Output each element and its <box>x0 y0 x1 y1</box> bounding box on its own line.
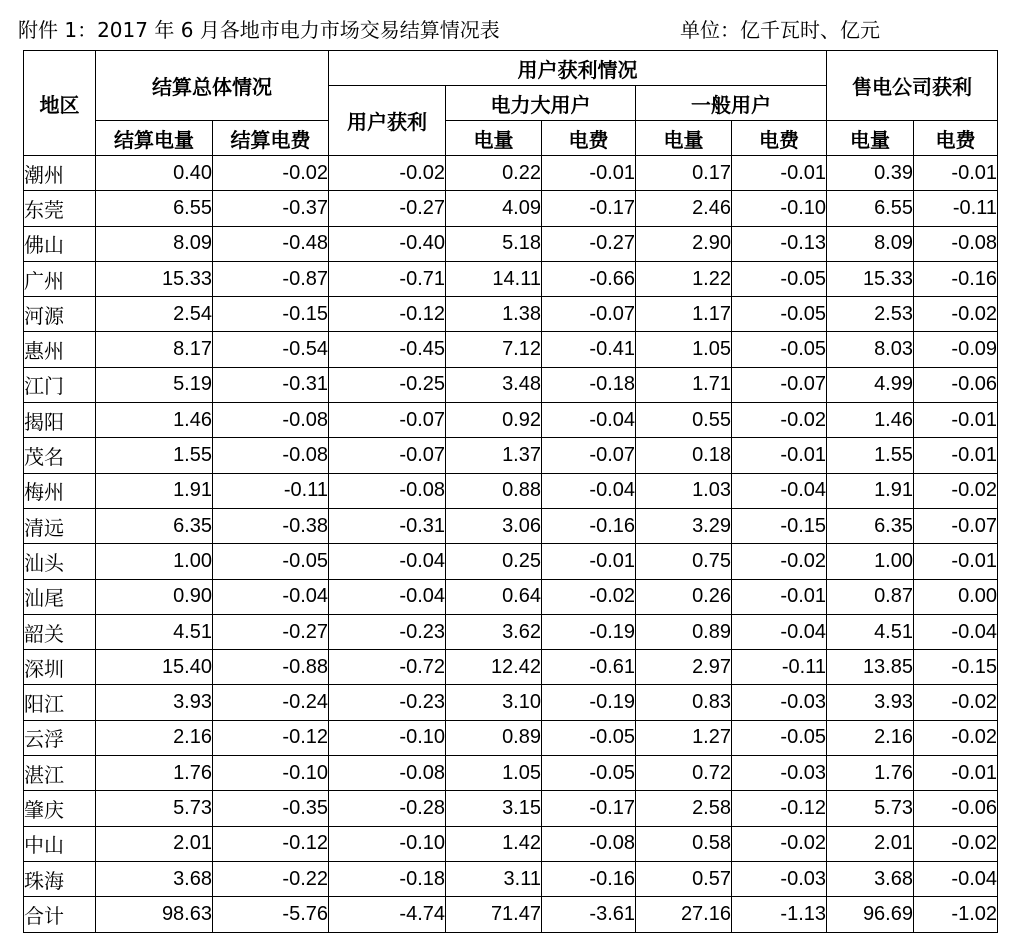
general-fee-cell: -0.15 <box>732 508 827 543</box>
large-fee-cell: -0.07 <box>542 297 636 332</box>
header-retailer-energy: 电量 <box>827 121 914 156</box>
user-profit-cell: -0.07 <box>329 403 446 438</box>
region-cell: 茂名 <box>24 438 96 473</box>
user-profit-cell: -0.45 <box>329 332 446 367</box>
large-fee-cell: -0.04 <box>542 473 636 508</box>
general-energy-cell: 1.27 <box>636 720 732 755</box>
header-general-energy: 电量 <box>636 121 732 156</box>
general-energy-cell: 0.72 <box>636 756 732 791</box>
large-energy-cell: 1.42 <box>446 826 542 861</box>
general-energy-cell: 0.57 <box>636 861 732 896</box>
large-fee-cell: -0.19 <box>542 614 636 649</box>
settlement-fee-cell: -0.35 <box>213 791 329 826</box>
general-energy-cell: 1.17 <box>636 297 732 332</box>
general-fee-cell: -0.13 <box>732 226 827 261</box>
user-profit-cell: -0.23 <box>329 614 446 649</box>
header-settlement-fee: 结算电费 <box>213 121 329 156</box>
settlement-fee-cell: -0.31 <box>213 367 329 402</box>
retailer-energy-cell: 1.55 <box>827 438 914 473</box>
general-energy-cell: 1.71 <box>636 367 732 402</box>
settlement-fee-cell: -0.08 <box>213 438 329 473</box>
retailer-energy-cell: 13.85 <box>827 650 914 685</box>
large-energy-cell: 3.62 <box>446 614 542 649</box>
large-fee-cell: -0.61 <box>542 650 636 685</box>
settlement-fee-cell: -0.24 <box>213 685 329 720</box>
retailer-fee-cell: -0.02 <box>914 297 998 332</box>
table-row <box>24 156 998 191</box>
header-large-energy: 电量 <box>446 121 542 156</box>
region-cell: 佛山 <box>24 226 96 261</box>
general-energy-cell: 2.90 <box>636 226 732 261</box>
region-cell: 河源 <box>24 297 96 332</box>
settlement-fee-cell: -0.12 <box>213 720 329 755</box>
general-fee-cell: -1.13 <box>732 897 827 932</box>
retailer-fee-cell: -0.01 <box>914 544 998 579</box>
large-energy-cell: 3.48 <box>446 367 542 402</box>
retailer-energy-cell: 3.68 <box>827 861 914 896</box>
settlement-energy-cell: 2.16 <box>96 720 213 755</box>
large-fee-cell: -0.19 <box>542 685 636 720</box>
general-energy-cell: 0.89 <box>636 614 732 649</box>
settlement-energy-cell: 1.91 <box>96 473 213 508</box>
general-fee-cell: -0.03 <box>732 861 827 896</box>
large-fee-cell: -0.16 <box>542 861 636 896</box>
general-energy-cell: 2.58 <box>636 791 732 826</box>
settlement-energy-cell: 15.33 <box>96 261 213 296</box>
table-row <box>24 897 998 932</box>
retailer-fee-cell: -0.02 <box>914 826 998 861</box>
region-cell: 肇庆 <box>24 791 96 826</box>
user-profit-cell: -0.71 <box>329 261 446 296</box>
retailer-energy-cell: 1.46 <box>827 403 914 438</box>
table-row <box>24 579 998 614</box>
settlement-fee-cell: -0.10 <box>213 756 329 791</box>
region-cell: 云浮 <box>24 720 96 755</box>
settlement-energy-cell: 15.40 <box>96 650 213 685</box>
general-energy-cell: 2.97 <box>636 650 732 685</box>
retailer-energy-cell: 2.16 <box>827 720 914 755</box>
region-cell: 汕尾 <box>24 579 96 614</box>
user-profit-cell: -0.10 <box>329 720 446 755</box>
settlement-energy-cell: 2.01 <box>96 826 213 861</box>
settlement-energy-cell: 1.46 <box>96 403 213 438</box>
general-fee-cell: -0.10 <box>732 191 827 226</box>
general-fee-cell: -0.04 <box>732 473 827 508</box>
settlement-fee-cell: -0.15 <box>213 297 329 332</box>
general-fee-cell: -0.03 <box>732 685 827 720</box>
large-fee-cell: -0.18 <box>542 367 636 402</box>
general-energy-cell: 1.05 <box>636 332 732 367</box>
settlement-fee-cell: -0.12 <box>213 826 329 861</box>
retailer-energy-cell: 4.51 <box>827 614 914 649</box>
user-profit-cell: -0.02 <box>329 156 446 191</box>
user-profit-cell: -0.08 <box>329 473 446 508</box>
settlement-fee-cell: -0.27 <box>213 614 329 649</box>
large-fee-cell: -0.41 <box>542 332 636 367</box>
table-row <box>24 226 998 261</box>
region-cell: 湛江 <box>24 756 96 791</box>
region-cell: 揭阳 <box>24 403 96 438</box>
user-profit-cell: -0.27 <box>329 191 446 226</box>
header-settlement-energy: 结算电量 <box>96 121 213 156</box>
large-fee-cell: -0.16 <box>542 508 636 543</box>
large-energy-cell: 0.92 <box>446 403 542 438</box>
header-user-profit-group: 用户获利情况 <box>329 51 827 86</box>
retailer-energy-cell: 6.55 <box>827 191 914 226</box>
large-fee-cell: -0.27 <box>542 226 636 261</box>
settlement-energy-cell: 3.93 <box>96 685 213 720</box>
retailer-fee-cell: -0.01 <box>914 156 998 191</box>
table-row <box>24 756 998 791</box>
retailer-fee-cell: -0.06 <box>914 791 998 826</box>
large-energy-cell: 3.06 <box>446 508 542 543</box>
large-energy-cell: 12.42 <box>446 650 542 685</box>
region-cell: 珠海 <box>24 861 96 896</box>
settlement-fee-cell: -0.02 <box>213 156 329 191</box>
settlement-energy-cell: 1.76 <box>96 756 213 791</box>
user-profit-cell: -0.28 <box>329 791 446 826</box>
general-fee-cell: -0.12 <box>732 791 827 826</box>
large-energy-cell: 0.22 <box>446 156 542 191</box>
large-fee-cell: -0.17 <box>542 191 636 226</box>
general-energy-cell: 1.22 <box>636 261 732 296</box>
user-profit-cell: -0.31 <box>329 508 446 543</box>
table-row <box>24 191 998 226</box>
settlement-energy-cell: 0.90 <box>96 579 213 614</box>
general-fee-cell: -0.01 <box>732 579 827 614</box>
settlement-energy-cell: 8.17 <box>96 332 213 367</box>
large-fee-cell: -0.66 <box>542 261 636 296</box>
table-row <box>24 438 998 473</box>
large-energy-cell: 3.15 <box>446 791 542 826</box>
document-title: 附件 1：2017 年 6 月各地市电力市场交易结算情况表 <box>18 18 500 42</box>
retailer-fee-cell: -0.04 <box>914 861 998 896</box>
region-cell: 中山 <box>24 826 96 861</box>
settlement-energy-cell: 1.55 <box>96 438 213 473</box>
general-fee-cell: -0.03 <box>732 756 827 791</box>
large-fee-cell: -0.01 <box>542 156 636 191</box>
user-profit-cell: -0.25 <box>329 367 446 402</box>
settlement-fee-cell: -0.38 <box>213 508 329 543</box>
user-profit-cell: -0.08 <box>329 756 446 791</box>
general-energy-cell: 0.55 <box>636 403 732 438</box>
retailer-fee-cell: -1.02 <box>914 897 998 932</box>
general-fee-cell: -0.02 <box>732 826 827 861</box>
table-header <box>24 51 998 156</box>
general-fee-cell: -0.02 <box>732 544 827 579</box>
settlement-energy-cell: 1.00 <box>96 544 213 579</box>
region-cell: 广州 <box>24 261 96 296</box>
large-energy-cell: 4.09 <box>446 191 542 226</box>
retailer-fee-cell: -0.06 <box>914 367 998 402</box>
large-energy-cell: 5.18 <box>446 226 542 261</box>
retailer-fee-cell: -0.01 <box>914 403 998 438</box>
general-fee-cell: -0.11 <box>732 650 827 685</box>
general-fee-cell: -0.01 <box>732 156 827 191</box>
header-user-profit: 用户获利 <box>329 86 446 156</box>
large-energy-cell: 71.47 <box>446 897 542 932</box>
large-fee-cell: -0.02 <box>542 579 636 614</box>
general-energy-cell: 0.75 <box>636 544 732 579</box>
general-energy-cell: 1.03 <box>636 473 732 508</box>
general-energy-cell: 0.58 <box>636 826 732 861</box>
large-energy-cell: 0.64 <box>446 579 542 614</box>
general-energy-cell: 0.26 <box>636 579 732 614</box>
region-cell: 阳江 <box>24 685 96 720</box>
header-general-fee: 电费 <box>732 121 827 156</box>
large-energy-cell: 0.88 <box>446 473 542 508</box>
retailer-fee-cell: -0.02 <box>914 720 998 755</box>
user-profit-cell: -0.40 <box>329 226 446 261</box>
header-retailer-fee: 电费 <box>914 121 998 156</box>
region-cell: 梅州 <box>24 473 96 508</box>
settlement-fee-cell: -5.76 <box>213 897 329 932</box>
general-fee-cell: -0.04 <box>732 614 827 649</box>
retailer-energy-cell: 1.76 <box>827 756 914 791</box>
settlement-energy-cell: 3.68 <box>96 861 213 896</box>
retailer-fee-cell: 0.00 <box>914 579 998 614</box>
retailer-energy-cell: 1.91 <box>827 473 914 508</box>
retailer-energy-cell: 96.69 <box>827 897 914 932</box>
general-energy-cell: 3.29 <box>636 508 732 543</box>
table-row <box>24 367 998 402</box>
table-row <box>24 861 998 896</box>
large-energy-cell: 1.05 <box>446 756 542 791</box>
general-energy-cell: 2.46 <box>636 191 732 226</box>
general-energy-cell: 0.18 <box>636 438 732 473</box>
unit-label: 单位：亿千瓦时、亿元 <box>680 18 880 42</box>
table-row <box>24 614 998 649</box>
large-fee-cell: -0.08 <box>542 826 636 861</box>
retailer-energy-cell: 15.33 <box>827 261 914 296</box>
table-row <box>24 508 998 543</box>
table-row <box>24 685 998 720</box>
general-fee-cell: -0.07 <box>732 367 827 402</box>
large-energy-cell: 3.10 <box>446 685 542 720</box>
large-fee-cell: -0.05 <box>542 756 636 791</box>
table-row <box>24 826 998 861</box>
user-profit-cell: -0.10 <box>329 826 446 861</box>
table-row <box>24 791 998 826</box>
retailer-fee-cell: -0.02 <box>914 685 998 720</box>
general-fee-cell: -0.05 <box>732 332 827 367</box>
table-row <box>24 297 998 332</box>
region-cell: 潮州 <box>24 156 96 191</box>
retailer-energy-cell: 8.03 <box>827 332 914 367</box>
settlement-fee-cell: -0.87 <box>213 261 329 296</box>
region-cell: 惠州 <box>24 332 96 367</box>
table-row <box>24 261 998 296</box>
large-fee-cell: -0.07 <box>542 438 636 473</box>
retailer-energy-cell: 4.99 <box>827 367 914 402</box>
header-region: 地区 <box>24 51 96 156</box>
general-energy-cell: 27.16 <box>636 897 732 932</box>
region-cell: 江门 <box>24 367 96 402</box>
table-row <box>24 544 998 579</box>
table-row <box>24 720 998 755</box>
settlement-energy-cell: 4.51 <box>96 614 213 649</box>
retailer-energy-cell: 8.09 <box>827 226 914 261</box>
settlement-fee-cell: -0.08 <box>213 403 329 438</box>
general-fee-cell: -0.01 <box>732 438 827 473</box>
retailer-fee-cell: -0.16 <box>914 261 998 296</box>
large-energy-cell: 14.11 <box>446 261 542 296</box>
header-settlement-overall: 结算总体情况 <box>96 51 329 121</box>
general-fee-cell: -0.05 <box>732 261 827 296</box>
settlement-energy-cell: 6.55 <box>96 191 213 226</box>
large-energy-cell: 1.37 <box>446 438 542 473</box>
region-cell: 汕头 <box>24 544 96 579</box>
retailer-fee-cell: -0.09 <box>914 332 998 367</box>
retailer-fee-cell: -0.15 <box>914 650 998 685</box>
settlement-energy-cell: 2.54 <box>96 297 213 332</box>
header-large-fee: 电费 <box>542 121 636 156</box>
settlement-fee-cell: -0.88 <box>213 650 329 685</box>
region-cell: 东莞 <box>24 191 96 226</box>
retailer-energy-cell: 3.93 <box>827 685 914 720</box>
header-large-users: 电力大用户 <box>446 86 636 121</box>
settlement-fee-cell: -0.48 <box>213 226 329 261</box>
large-energy-cell: 0.89 <box>446 720 542 755</box>
general-fee-cell: -0.05 <box>732 720 827 755</box>
general-fee-cell: -0.05 <box>732 297 827 332</box>
large-fee-cell: -0.05 <box>542 720 636 755</box>
settlement-table <box>23 50 998 933</box>
retailer-fee-cell: -0.02 <box>914 473 998 508</box>
retailer-fee-cell: -0.11 <box>914 191 998 226</box>
table-row <box>24 332 998 367</box>
region-cell: 韶关 <box>24 614 96 649</box>
title-bar <box>18 8 998 44</box>
retailer-fee-cell: -0.01 <box>914 756 998 791</box>
settlement-energy-cell: 98.63 <box>96 897 213 932</box>
settlement-energy-cell: 8.09 <box>96 226 213 261</box>
user-profit-cell: -0.18 <box>329 861 446 896</box>
retailer-energy-cell: 0.87 <box>827 579 914 614</box>
table-row <box>24 650 998 685</box>
region-cell: 清远 <box>24 508 96 543</box>
large-energy-cell: 7.12 <box>446 332 542 367</box>
settlement-energy-cell: 6.35 <box>96 508 213 543</box>
general-energy-cell: 0.83 <box>636 685 732 720</box>
settlement-fee-cell: -0.04 <box>213 579 329 614</box>
settlement-energy-cell: 5.19 <box>96 367 213 402</box>
table-row <box>24 403 998 438</box>
user-profit-cell: -0.04 <box>329 544 446 579</box>
user-profit-cell: -4.74 <box>329 897 446 932</box>
header-general-users: 一般用户 <box>636 86 827 121</box>
user-profit-cell: -0.12 <box>329 297 446 332</box>
retailer-energy-cell: 2.53 <box>827 297 914 332</box>
retailer-energy-cell: 0.39 <box>827 156 914 191</box>
retailer-fee-cell: -0.04 <box>914 614 998 649</box>
large-energy-cell: 1.38 <box>446 297 542 332</box>
user-profit-cell: -0.72 <box>329 650 446 685</box>
settlement-fee-cell: -0.37 <box>213 191 329 226</box>
region-cell: 深圳 <box>24 650 96 685</box>
settlement-energy-cell: 0.40 <box>96 156 213 191</box>
settlement-fee-cell: -0.54 <box>213 332 329 367</box>
large-fee-cell: -3.61 <box>542 897 636 932</box>
user-profit-cell: -0.07 <box>329 438 446 473</box>
retailer-energy-cell: 2.01 <box>827 826 914 861</box>
large-energy-cell: 0.25 <box>446 544 542 579</box>
settlement-energy-cell: 5.73 <box>96 791 213 826</box>
large-energy-cell: 3.11 <box>446 861 542 896</box>
general-fee-cell: -0.02 <box>732 403 827 438</box>
large-fee-cell: -0.01 <box>542 544 636 579</box>
user-profit-cell: -0.04 <box>329 579 446 614</box>
header-retailer-profit: 售电公司获利 <box>827 51 998 121</box>
settlement-fee-cell: -0.11 <box>213 473 329 508</box>
user-profit-cell: -0.23 <box>329 685 446 720</box>
retailer-energy-cell: 6.35 <box>827 508 914 543</box>
retailer-energy-cell: 5.73 <box>827 791 914 826</box>
region-cell: 合计 <box>24 897 96 932</box>
retailer-energy-cell: 1.00 <box>827 544 914 579</box>
table-body <box>24 156 998 933</box>
general-energy-cell: 0.17 <box>636 156 732 191</box>
retailer-fee-cell: -0.01 <box>914 438 998 473</box>
large-fee-cell: -0.17 <box>542 791 636 826</box>
settlement-fee-cell: -0.22 <box>213 861 329 896</box>
retailer-fee-cell: -0.08 <box>914 226 998 261</box>
table-row <box>24 473 998 508</box>
retailer-fee-cell: -0.07 <box>914 508 998 543</box>
settlement-fee-cell: -0.05 <box>213 544 329 579</box>
large-fee-cell: -0.04 <box>542 403 636 438</box>
